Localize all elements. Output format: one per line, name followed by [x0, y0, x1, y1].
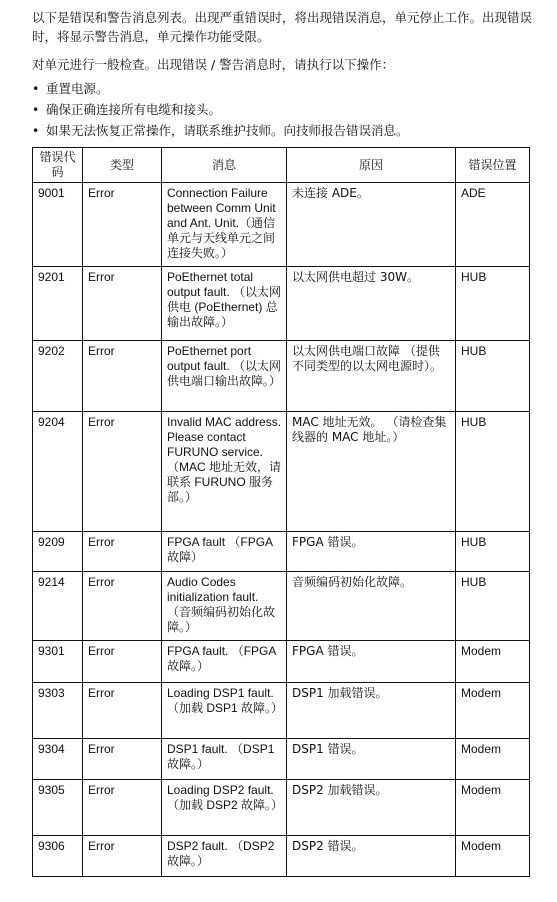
cell-location: Modem — [456, 836, 530, 877]
cell-cause: 以太网供电端口故障 （提供不同类型的以太网电源时）。 — [287, 341, 456, 412]
cell-code: 9301 — [33, 641, 83, 683]
cell-location: HUB — [456, 341, 530, 412]
cell-cause: 未连接 ADE。 — [287, 183, 456, 267]
cell-cause: 以太网供电超过 30W。 — [287, 267, 456, 341]
bullet-icon: • — [32, 81, 40, 96]
cell-location: HUB — [456, 412, 530, 532]
table-row — [33, 780, 530, 836]
cell-message: PoEthernet port output fault. （以太网供电端口输出故障。） — [162, 341, 287, 412]
cell-message: Loading DSP2 fault. （加载 DSP2 故障。） — [162, 780, 287, 836]
cell-type: Error — [83, 641, 162, 683]
step-text: 确保正确连接所有电缆和接头。 — [46, 102, 222, 117]
table-row — [33, 532, 530, 572]
header-location: 错误位置 — [456, 148, 530, 183]
header-cause: 原因 — [287, 148, 456, 183]
cell-cause: MAC 地址无效。 （请检查集线器的 MAC 地址。） — [287, 412, 456, 532]
cell-message: DSP2 fault. （DSP2 故障。） — [162, 836, 287, 877]
cell-message: Connection Failure between Comm Unit and Ant. Unit.（通信单元与天线单元之间连接失败。） — [162, 183, 287, 267]
cell-type: Error — [83, 683, 162, 739]
list-item — [32, 99, 535, 120]
cell-code: 9305 — [33, 780, 83, 836]
table-row — [33, 836, 530, 877]
cell-code: 9001 — [33, 183, 83, 267]
header-type: 类型 — [83, 148, 162, 183]
table-row — [33, 341, 530, 412]
cell-cause: DSP2 加载错误。 — [287, 780, 456, 836]
cell-type: Error — [83, 532, 162, 572]
cell-location: Modem — [456, 780, 530, 836]
cell-message: Audio Codes initialization fault. （音频编码初始化故障。） — [162, 572, 287, 641]
cell-code: 9214 — [33, 572, 83, 641]
cell-code: 9201 — [33, 267, 83, 341]
cell-type: Error — [83, 739, 162, 780]
cell-type: Error — [83, 836, 162, 877]
cell-cause: DSP1 错误。 — [287, 739, 456, 780]
table-row — [33, 267, 530, 341]
cell-cause: FPGA 错误。 — [287, 532, 456, 572]
cell-message: PoEthernet total output fault. （以太网供电 (PoEthernet) 总输出故障。） — [162, 267, 287, 341]
error-table — [32, 147, 530, 877]
intro-paragraph: 以下是错误和警告消息列表。出现严重错误时，将出现错误消息，单元停止工作。出现错误时，将显示警告消息，单元操作功能受限。 — [32, 10, 533, 44]
step-text: 如果无法恢复正常操作，请联系维护技师。向技师报告错误消息。 — [46, 123, 409, 138]
list-item — [32, 78, 535, 99]
cell-cause: FPGA 错误。 — [287, 641, 456, 683]
cell-message: DSP1 fault. （DSP1 故障。） — [162, 739, 287, 780]
cell-code: 9303 — [33, 683, 83, 739]
cell-code: 9202 — [33, 341, 83, 412]
cell-location: ADE — [456, 183, 530, 267]
cell-type: Error — [83, 183, 162, 267]
cell-message: FPGA fault （FPGA 故障） — [162, 532, 287, 572]
cell-cause: DSP1 加载错误。 — [287, 683, 456, 739]
cell-type: Error — [83, 267, 162, 341]
cell-location: HUB — [456, 267, 530, 341]
cell-type: Error — [83, 341, 162, 412]
cell-location: Modem — [456, 683, 530, 739]
table-row — [33, 412, 530, 532]
cell-code: 9204 — [33, 412, 83, 532]
cell-code: 9304 — [33, 739, 83, 780]
table-row — [33, 683, 530, 739]
header-message: 消息 — [162, 148, 287, 183]
check-instruction: 对单元进行一般检查。出现错误 / 警告消息时，请执行以下操作： — [32, 57, 395, 72]
cell-location: Modem — [456, 641, 530, 683]
cell-cause: 音频编码初始化故障。 — [287, 572, 456, 641]
cell-message: Loading DSP1 fault. （加载 DSP1 故障。） — [162, 683, 287, 739]
cell-location: Modem — [456, 739, 530, 780]
bullet-icon: • — [32, 123, 40, 138]
cell-message: FPGA fault. （FPGA 故障。） — [162, 641, 287, 683]
cell-cause: DSP2 错误。 — [287, 836, 456, 877]
cell-type: Error — [83, 412, 162, 532]
cell-location: HUB — [456, 572, 530, 641]
bullet-icon: • — [32, 102, 40, 117]
steps-list — [32, 78, 535, 141]
cell-type: Error — [83, 780, 162, 836]
cell-type: Error — [83, 572, 162, 641]
cell-message: Invalid MAC address. Please contact FURUNO service. （MAC 地址无效，请联系 FURUNO 服务部。） — [162, 412, 287, 532]
cell-code: 9306 — [33, 836, 83, 877]
table-row — [33, 572, 530, 641]
list-item — [32, 120, 535, 141]
table-row — [33, 641, 530, 683]
cell-code: 9209 — [33, 532, 83, 572]
table-row — [33, 183, 530, 267]
header-code: 错误代码 — [33, 148, 83, 183]
step-text: 重置电源。 — [46, 81, 109, 96]
table-header-row — [33, 148, 530, 183]
cell-location: HUB — [456, 532, 530, 572]
table-row — [33, 739, 530, 780]
